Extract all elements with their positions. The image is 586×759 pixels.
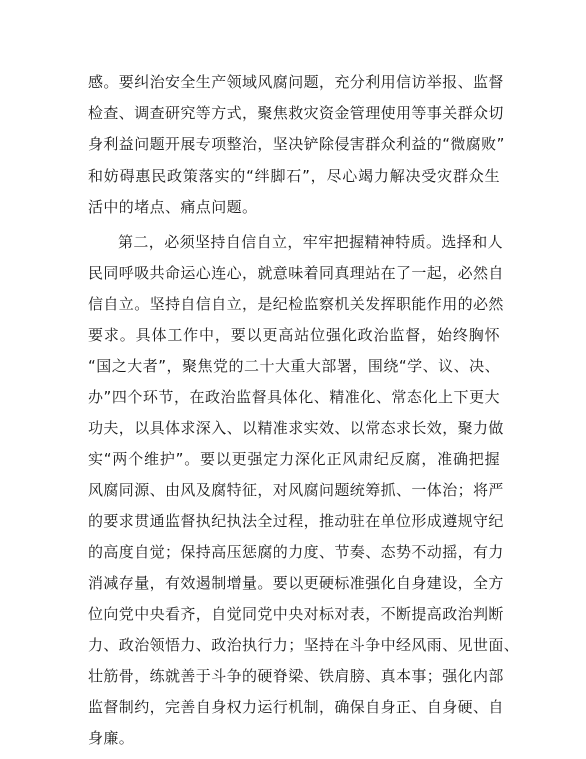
text-line: 的要求贯通监督执纪执法全过程，推动驻在单位形成遵规守纪: [88, 512, 504, 530]
text-line: 感。要纠治安全生产领域风腐问题，充分利用信访举报、监督: [88, 73, 504, 91]
text-line: 监督制约，完善自身权力运行机制，确保自身正、自身硬、自: [88, 698, 504, 716]
text-line: 壮筋骨，练就善于斗争的硬脊梁、铁肩膀、真本事；强化内部: [88, 667, 504, 685]
text-line: 身廉。: [88, 729, 135, 747]
text-line: 第二，必须坚持自信自立，牢牢把握精神特质。选择和人: [118, 233, 504, 251]
text-line: 力、政治领悟力、政治执行力；坚持在斗争中经风雨、见世面、: [88, 636, 520, 654]
text-line: 活中的堵点、痛点问题。: [88, 198, 258, 216]
text-line: 办”四个环节，在政治监督具体化、精准化、常态化上下更大: [88, 388, 500, 406]
text-line: 身利益问题开展专项整治，坚决铲除侵害群众利益的“微腐败”: [88, 135, 505, 153]
text-line: 信自立。坚持自信自立，是纪检监察机关发挥职能作用的必然: [88, 295, 504, 313]
text-line: 位向党中央看齐，自觉同党中央对标对表，不断提高政治判断: [88, 605, 504, 623]
text-line: 风腐同源、由风及腐特征，对风腐问题统筹抓、一体治；将严: [88, 481, 504, 499]
text-line: 的高度自觉；保持高压惩腐的力度、节奏、态势不动摇，有力: [88, 543, 504, 561]
text-line: 检查、调查研究等方式，聚焦救灾资金管理使用等事关群众切: [88, 104, 504, 122]
text-line: 民同呼吸共命运心连心，就意味着同真理站在了一起，必然自: [88, 264, 504, 282]
text-line: 实“两个维护”。要以更强定力深化正风肃纪反腐，准确把握: [88, 450, 500, 468]
text-line: 功夫，以具体求深入、以精准求实效、以常态求长效，聚力做: [88, 419, 504, 437]
text-line: 要求。具体工作中，要以更高站位强化政治监督，始终胸怀: [88, 326, 500, 344]
text-line: 消减存量，有效遏制增量。要以更硬标准强化自身建设，全方: [88, 574, 504, 592]
text-line: “国之大者”，聚焦党的二十大重大部署，围绕“学、议、决、: [88, 357, 500, 375]
text-line: 和妨碍惠民政策落实的“绊脚石”，尽心竭力解决受灾群众生: [88, 167, 500, 185]
